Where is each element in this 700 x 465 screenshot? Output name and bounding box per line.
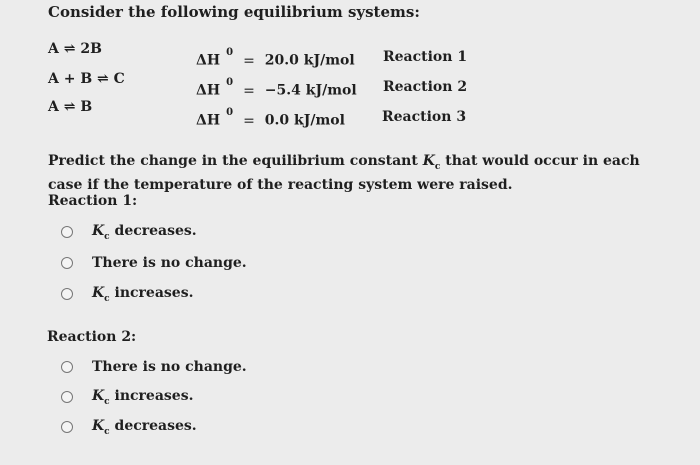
reaction-1-label: Reaction 1	[383, 49, 468, 65]
kc-symbol: $K_c$	[92, 285, 110, 304]
delta-h-symbol: ΔH	[196, 82, 221, 99]
equals-sign: =	[243, 112, 255, 129]
radio-button[interactable]	[61, 391, 73, 403]
reaction-2-option-kc-decreases[interactable]	[61, 418, 197, 437]
reaction-1-option-kc-increases[interactable]	[61, 285, 193, 304]
reaction-2-option-no-change[interactable]	[61, 359, 247, 375]
radio-button[interactable]	[61, 421, 73, 433]
kc-symbol: $K_c$	[92, 223, 110, 242]
equilibrium-constant-symbol: $K_c$	[422, 153, 441, 172]
reaction-1-enthalpy	[196, 47, 355, 69]
equals-sign: =	[243, 52, 255, 69]
option-label: There is no change.	[92, 359, 247, 375]
option-label: $K_c$ increases.	[92, 388, 194, 407]
standard-state-superscript: 0	[226, 107, 234, 118]
reaction-1-equation: A ⇌ 2B	[48, 41, 102, 57]
delta-h-value: 0.0 kJ/mol	[264, 112, 345, 129]
option-label: $K_c$ decreases.	[92, 418, 197, 437]
question-heading: Consider the following equilibrium systems:	[48, 3, 420, 21]
equals-sign: =	[243, 82, 255, 99]
reaction-3-label: Reaction 3	[382, 109, 467, 125]
kc-symbol: $K_c$	[92, 388, 110, 407]
delta-h-value: −5.4 kJ/mol	[264, 82, 357, 99]
reaction-2-equation: A + B ⇌ C	[48, 71, 125, 87]
delta-h-value: 20.0 kJ/mol	[264, 52, 355, 69]
reaction-2-label: Reaction 2	[383, 79, 468, 95]
radio-button[interactable]	[61, 288, 73, 300]
radio-button[interactable]	[61, 257, 73, 269]
reaction-1-option-no-change[interactable]	[61, 255, 247, 271]
delta-h-symbol: ΔH	[196, 52, 221, 69]
option-label: There is no change.	[92, 255, 247, 271]
delta-h-symbol: ΔH	[196, 112, 221, 129]
option-label: $K_c$ decreases.	[92, 223, 197, 242]
reaction-2-option-kc-increases[interactable]	[61, 388, 193, 407]
reaction-3-enthalpy	[196, 107, 345, 129]
reaction-1-option-kc-decreases[interactable]	[61, 223, 197, 242]
reaction-2-enthalpy	[196, 77, 357, 99]
radio-button[interactable]	[61, 226, 73, 238]
standard-state-superscript: 0	[226, 47, 234, 58]
option-label: $K_c$ increases.	[92, 285, 194, 304]
prompt-text-start: Predict the change in the equilibrium constant	[48, 153, 423, 169]
standard-state-superscript: 0	[226, 77, 234, 88]
kc-symbol: $K_c$	[92, 418, 110, 437]
prompt-text-end: that would occur in each case if the temperature of the reacting system were raised.	[48, 153, 640, 193]
reaction-3-equation: A ⇌ B	[48, 99, 93, 115]
reaction-1-section-title: Reaction 1:	[48, 193, 138, 209]
reaction-2-section-title: Reaction 2:	[47, 329, 137, 345]
question-prompt	[48, 152, 678, 194]
radio-button[interactable]	[61, 361, 73, 373]
